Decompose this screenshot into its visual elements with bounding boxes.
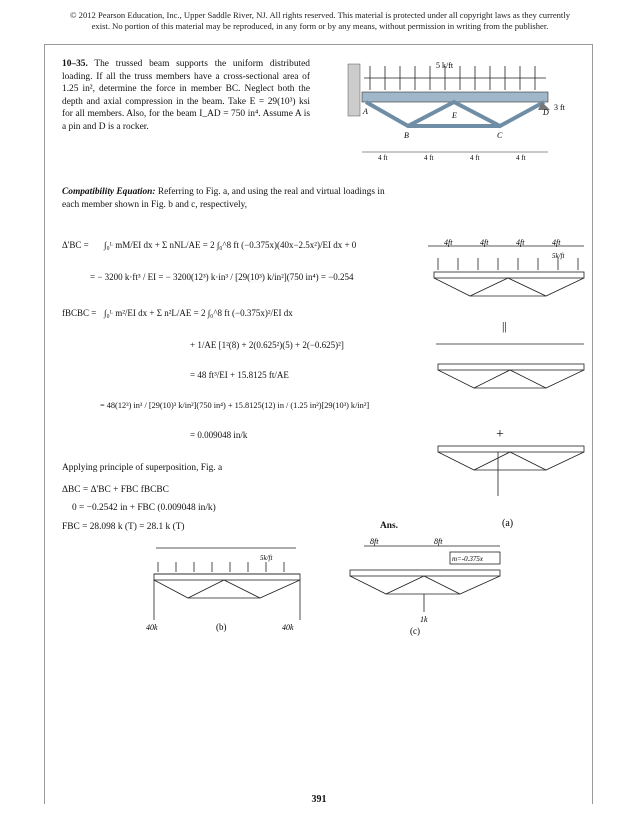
- page-number: 391: [311, 794, 327, 805]
- eq-3-lhs: fBCBC =: [62, 308, 97, 318]
- eq-7: = 0.009048 in/k: [190, 430, 248, 440]
- solution-heading: Compatibility Equation:: [62, 187, 156, 197]
- eq-9: 0 = −0.2542 in + FBC (0.009048 in/k): [72, 503, 216, 513]
- node-c: C: [497, 131, 503, 140]
- copyright-line-1: © 2012 Pearson Education, Inc., Upper Saddle River, NJ. All rights reserved. This material is protected under all copyright laws as they currently: [69, 10, 571, 20]
- span-2: 4 ft: [424, 154, 434, 162]
- fig-a-span-1: 4ft: [444, 238, 453, 247]
- fig-a-span-4: 4ft: [552, 238, 561, 247]
- truss-beam-figure: [340, 56, 572, 168]
- fig-b-reaction-right: 40k: [282, 623, 294, 632]
- parallel-sign: ||: [502, 319, 507, 333]
- sketch-fig-b: [146, 540, 314, 636]
- copyright-notice: [30, 10, 610, 32]
- fig-c-label: (c): [410, 626, 420, 636]
- solution-intro-text: Referring to Fig. a, and using the real and virtual loadings in each member shown in Fig. b and c, respectively,: [62, 187, 385, 210]
- node-b: B: [404, 131, 409, 140]
- node-d: D: [543, 108, 549, 117]
- problem-text: The trussed beam supports the uniform distributed loading. If all the truss members have a cross-sectional area of 1.25 in², determine the force in member BC. Neglect both the depth and axial compression in the beam. Take E = 29(10³) ksi for all members. Also, for the beam I_AD = 750 in⁴. Assume A is a pin and D is a rocker.: [62, 59, 310, 132]
- eq-1: ∫₀ᴸ mM/EI dx + Σ nNL/AE = 2 ∫₀^8 ft (−0.375x)(40x−2.5x²)/EI dx + 0: [104, 240, 357, 250]
- fig-a-span-2: 4ft: [480, 238, 489, 247]
- top-rule: [44, 44, 593, 45]
- plus-sign: +: [496, 427, 504, 442]
- eq-3: ∫₀ᴸ m²/EI dx + Σ n²L/AE = 2 ∫₀^8 ft (−0.375x)²/EI dx: [104, 308, 293, 318]
- problem-statement: [62, 58, 310, 134]
- fig-b-label: (b): [216, 622, 227, 632]
- node-e: E: [452, 111, 457, 120]
- superposition-text: Applying principle of superposition, Fig. a: [62, 463, 223, 473]
- solution-intro: [62, 186, 392, 211]
- answer-marker: Ans.: [380, 521, 398, 531]
- fig-c-span-2: 8ft: [434, 537, 443, 546]
- eq-1-lhs: Δ'BC =: [62, 240, 89, 250]
- eq-5: = 48 ft³/EI + 15.8125 ft/AE: [190, 370, 289, 380]
- span-1: 4 ft: [378, 154, 388, 162]
- sketch-fig-a: [424, 234, 590, 534]
- fig-a-load: 5k/ft: [552, 252, 565, 260]
- fig-c-span-1: 8ft: [370, 537, 379, 546]
- fig-b-load: 5k/ft: [260, 554, 273, 562]
- top-load-label: 5 k/ft: [436, 61, 454, 70]
- fig-a-label: (a): [502, 518, 514, 529]
- right-rule: [592, 44, 593, 804]
- eq-4: + 1/AE [1²(8) + 2(0.625²)(5) + 2(−0.625)²]: [190, 340, 344, 350]
- span-4: 4 ft: [516, 154, 526, 162]
- left-rule: [44, 44, 45, 804]
- eq-8: ΔBC = Δ'BC + FBC fBCBC: [62, 485, 169, 495]
- fig-b-reaction-left: 40k: [146, 623, 158, 632]
- fig-a-span-3: 4ft: [516, 238, 525, 247]
- eq-10: FBC = 28.098 k (T) = 28.1 k (T): [62, 522, 185, 532]
- top-depth-label: 3 ft: [554, 103, 565, 112]
- copyright-line-2: exist. No portion of this material may be reproduced, in any form or by any means, without permission in writing from the publisher.: [91, 21, 549, 31]
- fig-c-load: 1k: [420, 615, 428, 624]
- sketch-fig-c: [340, 536, 516, 636]
- eq-6: = 48(12³) in³ / [29(10)³ k/in²](750 in⁴) + 15.8125(12) in / (1.25 in²)[29(10³) k/in²]: [100, 401, 370, 410]
- problem-number: 10–35.: [62, 59, 88, 69]
- node-a: A: [363, 107, 368, 116]
- span-3: 4 ft: [470, 154, 480, 162]
- fig-c-moment: m=-0.375x: [452, 555, 483, 563]
- eq-2: = − 3200 k·ft³ / EI = − 3200(12³) k·in³ / [29(10³) k/in²](750 in⁴) = −0.254: [90, 272, 354, 282]
